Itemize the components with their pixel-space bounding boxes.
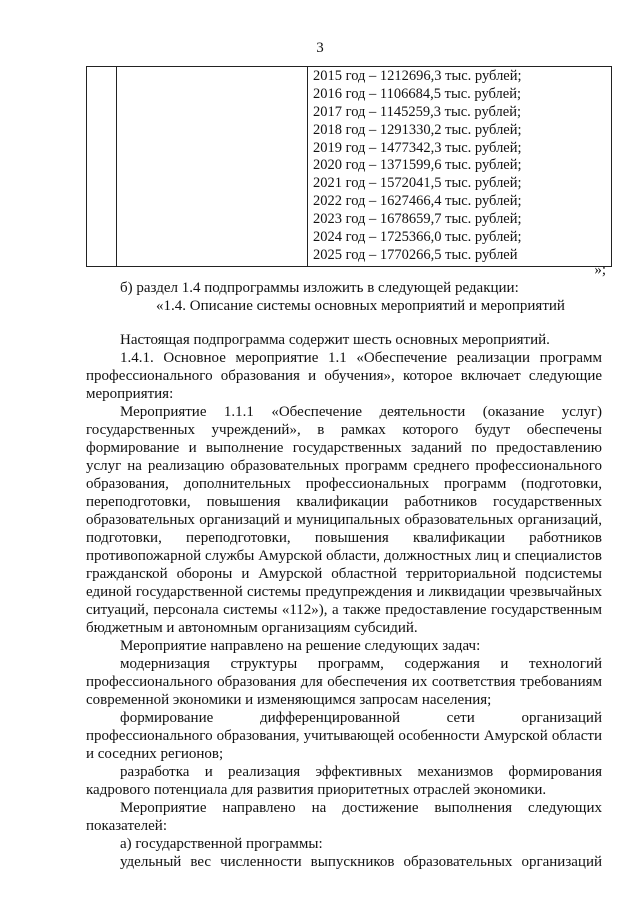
paragraph: разработка и реализация эффективных механизмов формирования кадрового потенциала для развития приоритетных отраслей экономики. (86, 764, 602, 798)
amendment-block (86, 279, 602, 315)
paragraph: Мероприятие направлено на решение следующих задач: (120, 638, 481, 654)
funding-year-line: 2018 год – 1291330,2 тыс. рублей; (313, 121, 522, 138)
amendment-instruction: б) раздел 1.4 подпрограммы изложить в следующей редакции: (120, 280, 519, 296)
funding-year-line: 2023 год – 1678659,7 тыс. рублей; (313, 211, 522, 228)
section-heading: «1.4. Описание системы основных мероприятий и мероприятий (156, 298, 565, 314)
budget-table (86, 66, 612, 267)
funding-year-line: 2024 год – 1725366,0 тыс. рублей; (313, 229, 522, 246)
funding-year-line: 2021 год – 1572041,5 тыс. рублей; (313, 175, 522, 192)
table-cell-empty-2 (117, 67, 308, 267)
closing-quote-mark: »; (594, 262, 606, 278)
paragraph: формирование дифференцированной сети организаций профессионального образования, учитывающей особенности Амурской области и соседних регионов; (86, 710, 602, 762)
funding-year-line: 2025 год – 1770266,5 тыс. рублей (313, 246, 518, 263)
funding-year-line: 2019 год – 1477342,3 тыс. рублей; (313, 139, 522, 156)
paragraph: Мероприятие направлено на достижение выполнения следующих показателей: (86, 800, 602, 834)
paragraph: Настоящая подпрограмма содержит шесть основных мероприятий. (120, 332, 550, 348)
page-number: 3 (316, 40, 324, 56)
funding-year-line: 2015 год – 1212696,3 тыс. рублей; (313, 68, 522, 84)
paragraph: 1.4.1. Основное мероприятие 1.1 «Обеспечение реализации программ профессионального образования и обучения», которое включает следующие мероприятия: (86, 350, 602, 402)
funding-year-line: 2017 год – 1145259,3 тыс. рублей; (313, 103, 521, 120)
table-row (87, 67, 612, 267)
paragraph: модернизация структуры программ, содержания и технологий профессионального образования для обеспечения их соответствия требованиям современной экономики и изменяющимся запросам населения; (86, 656, 602, 708)
table-cell-funding (308, 67, 612, 267)
table-cell-empty-1 (87, 67, 117, 267)
funding-year-line: 2016 год – 1106684,5 тыс. рублей; (313, 85, 521, 102)
funding-year-line: 2022 год – 1627466,4 тыс. рублей; (313, 193, 522, 210)
paragraph: удельный вес численности выпускников образовательных организаций (120, 854, 602, 870)
paragraph: а) государственной программы: (120, 836, 323, 852)
funding-year-line: 2020 год – 1371599,6 тыс. рублей; (313, 157, 522, 174)
body-text (86, 331, 602, 871)
paragraph: Мероприятие 1.1.1 «Обеспечение деятельности (оказание услуг) государственных учреждений», в рамках которого будут обеспечены формирование и выполнение государственных заданий по предоставлению услуг на реализацию образовательных программ среднего профессионального образования, дополнительных профессиональных программ (подготовки, переподготовки, повышения квалификации работников государственных образовательных организаций и муниципальных образовательных организаций, подготовки, переподготовки, повышения квалификации работников противопожарной службы Амурской области, должностных лиц и специалистов гражданской обороны и Амурской областной территориальной подсистемы единой государственной системы предупреждения и ликвидации чрезвычайных ситуаций, персонала системы «112»), а также предоставление государственным бюджетным и автономным организациям субсидий. (86, 404, 602, 636)
